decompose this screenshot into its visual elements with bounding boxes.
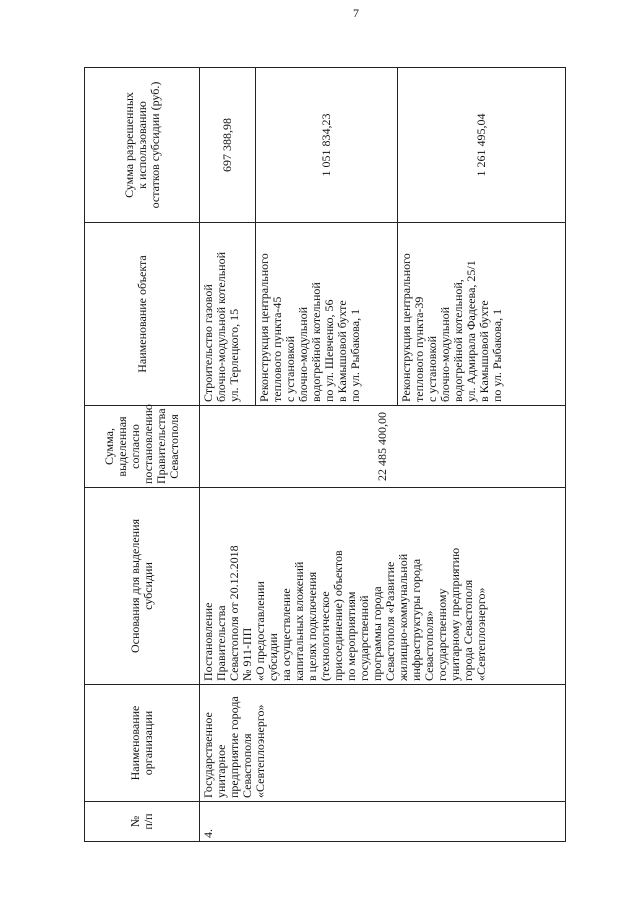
- table-row: [200, 68, 256, 842]
- header-organization: Наименование организации: [85, 685, 200, 802]
- row-basis: Постановление Правительства Севастополя от 20.12.2018 № 911-ПП «О предоставлении субсидии на осуществление капитальных вложений в целях подключения (технологическое присоединение) объектов по мероприятиям государственной программы города Севастополя «Развитие жилищно-коммунальной инфраструктуры города Севастополя» государственному унитарному предприятию города Севастополя «Севтеплоэнерго»: [200, 488, 566, 685]
- header-num: № п/п: [85, 802, 200, 842]
- header-basis: Основания для выделения субсидии: [85, 488, 200, 685]
- header-object-name: Наименование объекта: [85, 223, 200, 406]
- object-amount: 697 388,98: [200, 68, 256, 223]
- object-name: Реконструкция центрального теплового пункта-39 с установкой блочно-модульной водогрейной котельной, ул. Адмирала Фадеева, 25/1 в Камышовой бухте по ул. Рыбакова, 1: [398, 223, 566, 406]
- object-amount: 1 261 495,04: [398, 68, 566, 223]
- table-header-row: [85, 68, 200, 842]
- rotated-table-container: [84, 68, 560, 842]
- page-number: 7: [353, 6, 359, 20]
- row-allocated-sum: 22 485 400,00: [200, 406, 566, 488]
- subsidy-table: [84, 67, 566, 842]
- header-permitted-sum: Сумма разрешенных к использованию остатков субсидии (руб.): [85, 68, 200, 223]
- header-allocated-sum: Сумма, выделенная согласно постановлению Правительства Севастополя: [85, 406, 200, 488]
- row-organization: Государственное унитарное предприятие города Севастополя «Севтеплоэнерго»: [200, 685, 566, 802]
- object-name: Строительство газовой блочно-модульной котельной ул. Терлецкого, 15: [200, 223, 256, 406]
- row-num: 4.: [200, 802, 566, 842]
- object-amount: 1 051 834,23: [256, 68, 398, 223]
- object-name: Реконструкция центрального теплового пункта-45 с установкой блочно-модульной водогрейной котельной по ул. Шевченко, 56 в Камышовой бухте по ул. Рыбакова, 1: [256, 223, 398, 406]
